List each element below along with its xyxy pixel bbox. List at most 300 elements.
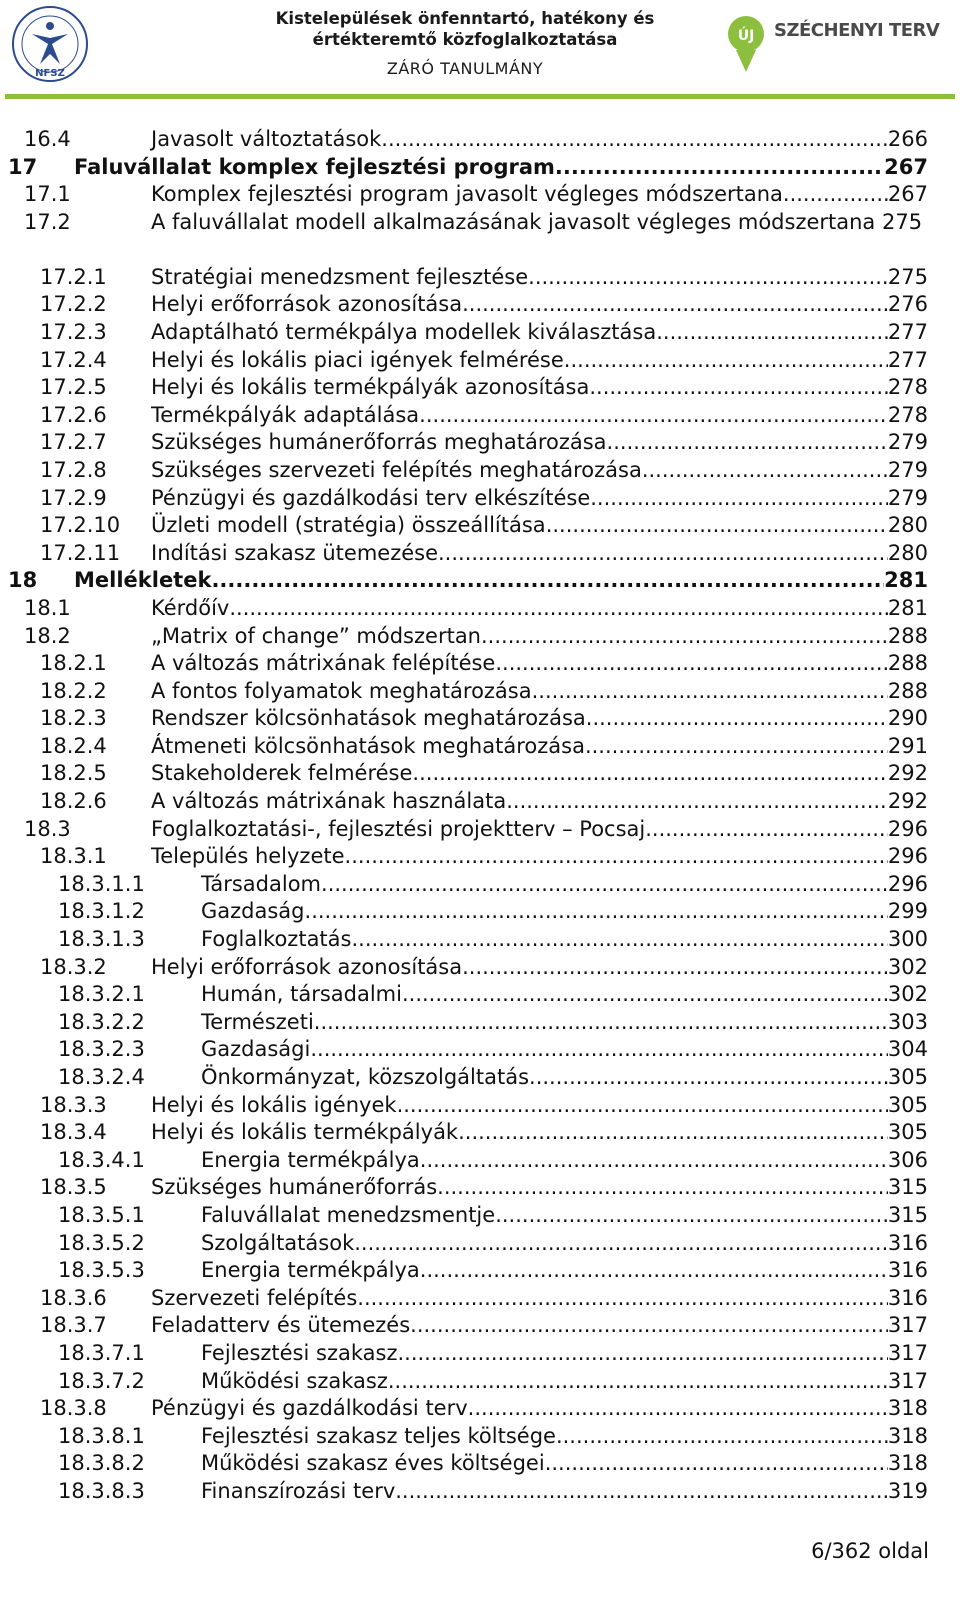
toc-dot-leader — [351, 926, 887, 954]
page-number: 6/362 oldal — [811, 1539, 929, 1563]
toc-dot-leader — [532, 678, 888, 706]
toc-dot-leader — [529, 1064, 888, 1092]
toc-dot-leader — [589, 374, 888, 402]
toc-entry-number: 17.2.8 — [40, 457, 107, 482]
toc-entry-number: 18.3.6 — [40, 1285, 107, 1310]
toc-entry-line — [201, 1450, 928, 1478]
toc-entry-line — [201, 1064, 928, 1092]
toc-entry[interactable] — [0, 1009, 960, 1037]
toc-dot-leader — [642, 457, 888, 485]
toc-entry-title: „Matrix of change” módszertan — [151, 623, 481, 648]
toc-entry-number: 18.3.1 — [40, 844, 107, 869]
toc-dot-leader — [357, 1285, 888, 1313]
toc-entry-number: 18.3.5 — [40, 1175, 107, 1200]
toc-entry-page: 296 — [887, 844, 928, 869]
toc-entry-number: 18 — [8, 568, 38, 593]
toc-entry-line — [151, 1285, 928, 1313]
toc-entry-page: 303 — [887, 1009, 928, 1034]
toc-entry-number: 17.2.4 — [40, 347, 107, 372]
toc-entry-title: Kérdőív — [151, 595, 230, 620]
toc-dot-leader — [419, 402, 888, 430]
toc-entry-title: Szolgáltatások — [201, 1230, 355, 1255]
toc-entry[interactable] — [0, 954, 960, 982]
toc-entry-title: Működési szakasz éves költségei — [201, 1451, 545, 1476]
toc-dot-leader — [310, 1036, 888, 1064]
toc-dot-leader — [607, 429, 888, 457]
toc-entry-line — [151, 457, 928, 485]
toc-entry-line — [151, 733, 928, 761]
toc-entry-line — [151, 1092, 928, 1120]
szechenyi-terv-label: SZÉCHENYI TERV — [774, 20, 940, 41]
toc-entry-page: 296 — [887, 871, 928, 896]
toc-entry-number: 16.4 — [24, 127, 71, 151]
toc-entry-page: 267 — [887, 182, 928, 207]
toc-entry[interactable] — [0, 705, 960, 733]
toc-entry-page: 300 — [887, 927, 928, 952]
toc-entry-page: 278 — [887, 402, 928, 427]
toc-entry-number: 18.2.5 — [40, 761, 107, 786]
toc-entry[interactable] — [0, 1202, 960, 1230]
toc-entry-page: 305 — [887, 1092, 928, 1117]
toc-entry[interactable] — [0, 898, 960, 926]
toc-entry-page: 276 — [887, 292, 928, 317]
toc-entry-number: 18.2.1 — [40, 651, 107, 676]
toc-dot-leader — [468, 1395, 888, 1423]
toc-entry-number: 17.2.5 — [40, 375, 107, 400]
toc-dot-leader — [211, 567, 884, 595]
toc-entry-title: Energia termékpálya — [201, 1258, 420, 1283]
toc-entry-title: Faluvállalat menedzsmentje — [201, 1202, 496, 1227]
toc-entry[interactable] — [0, 1257, 960, 1285]
toc-entry-title: A fontos folyamatok meghatározása — [151, 678, 532, 703]
toc-entry-page: 296 — [887, 816, 928, 841]
toc-entry[interactable] — [0, 1036, 960, 1064]
toc-entry-title: Helyi és lokális piaci igények felmérése — [151, 347, 564, 372]
toc-dot-leader — [458, 1119, 888, 1147]
toc-entry-page: 281 — [887, 595, 928, 620]
toc-entry-number: 18.3.4.1 — [58, 1147, 145, 1172]
toc-entry[interactable] — [0, 1478, 960, 1506]
toc-entry-line — [151, 788, 928, 816]
toc-dot-leader — [397, 1340, 887, 1368]
toc-entry-page: 278 — [887, 375, 928, 400]
toc-entry-number: 18.2.2 — [40, 678, 107, 703]
toc-entry-title: Szükséges humánerőforrás — [151, 1175, 438, 1200]
toc-dot-leader — [410, 1312, 888, 1340]
toc-entry-page: 281 — [884, 568, 928, 593]
toc-entry-line — [151, 1174, 928, 1202]
toc-entry-number: 17.2.10 — [40, 513, 121, 538]
toc-entry[interactable] — [0, 1174, 960, 1202]
toc-entry[interactable] — [0, 1395, 960, 1423]
toc-entry-title: Pénzügyi és gazdálkodási terv — [151, 1396, 468, 1421]
toc-entry-number: 18.2.3 — [40, 706, 107, 731]
toc-entry-number: 17.2.2 — [40, 292, 107, 317]
toc-entry[interactable] — [0, 1340, 960, 1368]
toc-entry[interactable] — [0, 319, 960, 347]
toc-entry[interactable] — [0, 1092, 960, 1120]
toc-entry[interactable] — [0, 871, 960, 899]
toc-entry-page: 304 — [887, 1037, 928, 1062]
toc-entry-title: Helyi és lokális termékpályák azonosítása — [151, 375, 590, 400]
toc-entry[interactable] — [0, 264, 960, 292]
toc-entry[interactable] — [0, 1423, 960, 1451]
toc-entry-line — [151, 126, 928, 154]
toc-entry-title: Mellékletek — [74, 568, 212, 593]
toc-dot-leader — [395, 1478, 888, 1506]
toc-entry[interactable] — [0, 457, 960, 485]
toc-entry-number: 18.3.1.3 — [58, 927, 145, 952]
toc-entry-number: 18.3.7.2 — [58, 1368, 145, 1393]
toc-entry-page: 267 — [884, 154, 928, 179]
nfsz-logo-icon — [10, 4, 90, 84]
toc-entry-title: Javasolt változtatások — [151, 127, 382, 151]
toc-entry-number: 18.1 — [24, 595, 71, 620]
toc-entry-title: Stakeholderek felmérése — [151, 761, 413, 786]
toc-entry-line — [151, 760, 928, 788]
uj-badge-label: ÚJ — [737, 28, 755, 44]
toc-entry-number: 17.2.3 — [40, 319, 107, 344]
toc-entry-title: A változás mátrixának használata — [151, 789, 507, 814]
toc-entry[interactable] — [0, 374, 960, 402]
toc-entry-title: Gazdasági — [201, 1037, 311, 1062]
toc-dot-leader — [420, 1147, 888, 1175]
toc-dot-leader — [556, 1423, 888, 1451]
toc-entry-line — [151, 264, 928, 292]
toc-entry[interactable] — [0, 1368, 960, 1396]
toc-entry-number: 18.3.5.1 — [58, 1202, 145, 1227]
toc-entry-title: Komplex fejlesztési program javasolt végleges módszertana — [151, 182, 783, 207]
header-divider — [5, 94, 955, 99]
toc-dot-leader — [506, 788, 888, 816]
toc-entry-page: 302 — [887, 982, 928, 1007]
toc-entry-title: Pénzügyi és gazdálkodási terv elkészítése — [151, 485, 591, 510]
toc-entry-title: Indítási szakasz ütemezése — [151, 540, 438, 565]
toc-entry[interactable] — [0, 291, 960, 319]
toc-entry[interactable] — [0, 1119, 960, 1147]
toc-entry-line — [151, 1119, 928, 1147]
toc-entry[interactable] — [0, 1064, 960, 1092]
toc-entry[interactable] — [0, 347, 960, 375]
toc-entry-number: 17.2.11 — [40, 540, 121, 565]
toc-entry-page: 306 — [887, 1147, 928, 1172]
toc-entry-line — [201, 871, 928, 899]
toc-entry-line — [151, 209, 928, 237]
toc-entry-page: 266 — [887, 127, 928, 151]
toc-entry-number: 18.3.8.1 — [58, 1423, 145, 1448]
toc-entry-line — [201, 1257, 928, 1285]
toc-entry[interactable] — [0, 926, 960, 954]
toc-dot-leader — [420, 1257, 888, 1285]
toc-entry[interactable] — [0, 429, 960, 457]
toc-entry-line — [151, 954, 928, 982]
toc-entry-line — [151, 319, 928, 347]
toc-entry-title: Adaptálható termékpálya modellek kiválasztása — [151, 319, 657, 344]
toc-entry-page: 305 — [887, 1120, 928, 1145]
toc-entry-title: Helyi erőforrások azonosítása — [151, 292, 463, 317]
toc-entry-title: Faluvállalat komplex fejlesztési program — [74, 154, 555, 179]
toc-entry-title: Feladatterv és ütemezés — [151, 1313, 411, 1338]
toc-entry-line — [151, 843, 928, 871]
toc-entry-title: Önkormányzat, közszolgáltatás — [201, 1065, 530, 1089]
toc-entry-title: Helyi és lokális termékpályák — [151, 1120, 459, 1145]
toc-entry-page: 292 — [887, 789, 928, 814]
toc-entry-page: 317 — [887, 1340, 928, 1365]
toc-entry-number: 18.3.2 — [40, 954, 107, 979]
toc-entry-title: Termékpályák adaptálása — [151, 402, 420, 427]
toc-entry[interactable] — [0, 512, 960, 540]
toc-entry[interactable] — [0, 402, 960, 430]
toc-entry-page: 316 — [887, 1285, 928, 1310]
toc-entry-line — [151, 705, 928, 733]
toc-entry-number: 18.3.1.2 — [58, 899, 145, 924]
header-title-block — [230, 8, 700, 78]
toc-entry-page: 305 — [887, 1065, 928, 1089]
toc-entry-title: Település helyzete — [151, 844, 345, 869]
toc-entry-number: 18.3.5.3 — [58, 1258, 145, 1283]
toc-entry-line — [151, 678, 928, 706]
toc-entry-title: Helyi erőforrások azonosítása — [151, 954, 463, 979]
toc-entry-title: Társadalom — [201, 871, 322, 896]
toc-entry[interactable] — [0, 1230, 960, 1258]
toc-dot-leader — [555, 154, 884, 182]
toc-entry-number: 18.3.8 — [40, 1396, 107, 1421]
toc-entry-page: 288 — [887, 651, 928, 676]
toc-entry-page: 279 — [887, 457, 928, 482]
toc-entry-number: 17.2.6 — [40, 402, 107, 427]
page-header — [0, 0, 960, 104]
toc-entry-title: Helyi és lokális igények — [151, 1092, 397, 1117]
toc-entry-title: Szükséges szervezeti felépítés meghatározása — [151, 457, 642, 482]
toc-entry-line — [201, 1036, 928, 1064]
toc-dot-leader — [354, 1230, 888, 1258]
table-of-contents — [0, 126, 960, 1506]
toc-dot-leader — [586, 705, 888, 733]
toc-entry-line — [201, 1340, 928, 1368]
toc-entry-number: 18.3.1.1 — [58, 871, 145, 896]
toc-entry-number: 18.3 — [24, 816, 71, 841]
toc-entry-number: 18.3.7 — [40, 1313, 107, 1338]
toc-dot-leader — [402, 981, 888, 1009]
toc-entry-line — [151, 1395, 928, 1423]
toc-entry[interactable] — [0, 154, 960, 182]
toc-entry-title: Humán, társadalmi — [201, 982, 402, 1007]
toc-entry[interactable] — [0, 816, 960, 844]
toc-entry-title: A változás mátrixának felépítése — [151, 651, 496, 676]
toc-entry-line — [151, 1312, 928, 1340]
toc-entry[interactable] — [0, 126, 960, 154]
toc-entry-number: 17.2 — [24, 209, 71, 234]
toc-entry-number: 17.2.9 — [40, 485, 107, 510]
toc-entry[interactable] — [0, 1285, 960, 1313]
toc-entry-line — [151, 540, 928, 568]
toc-entry-page: 277 — [887, 347, 928, 372]
toc-dot-leader — [437, 1174, 888, 1202]
toc-entry-page: 277 — [887, 319, 928, 344]
toc-entry-title: Energia termékpálya — [201, 1147, 420, 1172]
toc-dot-leader — [345, 843, 888, 871]
uj-badge-icon — [726, 10, 770, 80]
toc-entry-page: 302 — [887, 954, 928, 979]
toc-entry-title: Rendszer kölcsönhatások meghatározása — [151, 706, 586, 731]
toc-entry[interactable] — [0, 760, 960, 788]
toc-dot-leader — [645, 816, 888, 844]
toc-entry-number: 18.2.4 — [40, 733, 107, 758]
toc-entry-page: 288 — [887, 623, 928, 648]
toc-entry-title: Átmeneti kölcsönhatások meghatározása — [151, 733, 585, 758]
toc-entry[interactable] — [0, 650, 960, 678]
toc-dot-leader — [321, 871, 888, 899]
toc-dot-leader — [546, 512, 888, 540]
toc-entry-line — [151, 485, 928, 513]
toc-entry[interactable] — [0, 1147, 960, 1175]
toc-dot-leader — [590, 485, 888, 513]
toc-entry-number: 17 — [8, 154, 38, 179]
toc-entry-number: 18.3.8.2 — [58, 1451, 145, 1476]
toc-entry-line — [201, 1147, 928, 1175]
toc-entry-title: Fejlesztési szakasz — [201, 1340, 398, 1365]
toc-dot-leader — [397, 1092, 888, 1120]
toc-entry-number: 17.2.1 — [40, 264, 107, 289]
toc-entry-page: 317 — [887, 1368, 928, 1393]
toc-entry-page: 319 — [887, 1478, 928, 1503]
toc-entry[interactable] — [0, 733, 960, 761]
toc-entry-title: Működési szakasz — [201, 1368, 388, 1393]
toc-entry-line — [201, 1368, 928, 1396]
toc-entry-page: 318 — [887, 1423, 928, 1448]
toc-entry[interactable] — [0, 1450, 960, 1478]
toc-entry-page: 315 — [887, 1175, 928, 1200]
toc-entry-line — [151, 181, 928, 209]
toc-entry[interactable] — [0, 623, 960, 651]
toc-entry-page: 279 — [887, 430, 928, 455]
toc-entry-line — [74, 154, 928, 182]
toc-dot-leader — [528, 264, 888, 292]
toc-entry[interactable] — [0, 981, 960, 1009]
szechenyi-terv-logo — [726, 10, 940, 80]
toc-entry-line — [151, 816, 928, 844]
toc-entry-line — [201, 981, 928, 1009]
toc-entry-number: 18.3.3 — [40, 1092, 107, 1117]
toc-dot-leader — [495, 1202, 888, 1230]
toc-entry-page: 316 — [887, 1258, 928, 1283]
toc-entry-line — [151, 650, 928, 678]
toc-entry-page: 280 — [887, 513, 928, 538]
toc-entry-page: 318 — [887, 1451, 928, 1476]
toc-entry-page: 280 — [887, 540, 928, 565]
toc-entry[interactable] — [0, 678, 960, 706]
toc-dot-leader — [564, 347, 888, 375]
toc-entry-title: Szervezeti felépítés — [151, 1285, 358, 1310]
toc-entry-title: Stratégiai menedzsment fejlesztése — [151, 264, 529, 289]
toc-dot-leader — [388, 1368, 888, 1396]
toc-entry-number: 18.3.5.2 — [58, 1230, 145, 1255]
toc-entry-page: 318 — [887, 1396, 928, 1421]
toc-dot-leader — [462, 954, 888, 982]
toc-entry-number: 18.3.2.2 — [58, 1009, 145, 1034]
toc-entry[interactable] — [0, 843, 960, 871]
toc-entry-title: Természeti — [201, 1009, 314, 1034]
toc-entry-title: Üzleti modell (stratégia) összeállítása — [151, 513, 546, 538]
toc-dot-leader — [545, 1450, 888, 1478]
toc-entry-page: 317 — [887, 1313, 928, 1338]
toc-entry-title: Foglalkoztatás — [201, 927, 352, 952]
toc-dot-leader — [314, 1009, 888, 1037]
toc-entry-number: 18.3.7.1 — [58, 1340, 145, 1365]
header-subtitle: ZÁRÓ TANULMÁNY — [386, 59, 544, 78]
toc-entry-line — [201, 898, 928, 926]
toc-entry-line — [151, 374, 928, 402]
toc-entry[interactable] — [0, 209, 960, 264]
toc-dot-leader — [305, 898, 888, 926]
toc-entry-title: Fejlesztési szakasz teljes költsége — [201, 1423, 556, 1448]
toc-entry[interactable] — [0, 1312, 960, 1340]
toc-dot-leader — [229, 595, 888, 623]
nfsz-logo-label: NFSZ — [35, 68, 65, 79]
toc-entry-page: 299 — [887, 899, 928, 924]
toc-entry-line — [201, 1478, 928, 1506]
toc-entry-title: Finanszírozási terv — [201, 1478, 396, 1503]
toc-entry-line — [151, 402, 928, 430]
toc-entry-line — [151, 595, 928, 623]
toc-dot-leader — [438, 540, 888, 568]
toc-entry-page: 316 — [887, 1230, 928, 1255]
toc-entry-line — [151, 512, 928, 540]
toc-dot-leader — [381, 126, 888, 154]
toc-entry-line — [201, 1230, 928, 1258]
toc-dot-leader — [481, 623, 888, 651]
toc-entry-line — [201, 1202, 928, 1230]
toc-entry-number: 18.3.2.3 — [58, 1037, 145, 1062]
toc-entry-line — [201, 1423, 928, 1451]
toc-entry[interactable] — [0, 567, 960, 595]
toc-entry[interactable] — [0, 595, 960, 623]
toc-entry[interactable] — [0, 485, 960, 513]
toc-dot-leader — [412, 760, 887, 788]
toc-entry-number: 17.2.7 — [40, 430, 107, 455]
toc-entry-page: 315 — [887, 1202, 928, 1227]
toc-entry-page: 290 — [887, 706, 928, 731]
toc-dot-leader — [585, 733, 888, 761]
header-title-line2: értékteremtő közfoglalkoztatása — [312, 30, 618, 49]
toc-entry-page: 275 — [887, 264, 928, 289]
toc-entry-number: 18.3.4 — [40, 1120, 107, 1145]
toc-entry-line — [151, 429, 928, 457]
toc-entry-number: 18.3.8.3 — [58, 1478, 145, 1503]
toc-entry-page: 279 — [887, 485, 928, 510]
toc-entry[interactable] — [0, 788, 960, 816]
toc-entry-line — [151, 623, 928, 651]
toc-entry-title: Foglalkoztatási-, fejlesztési projektterv – Pocsaj — [151, 816, 646, 841]
header-title-line1: Kistelepülések önfenntartó, hatékony és — [275, 9, 655, 28]
toc-entry[interactable] — [0, 540, 960, 568]
toc-entry-page: 291 — [887, 733, 928, 758]
toc-dot-leader — [462, 291, 888, 319]
toc-entry-line — [201, 1009, 928, 1037]
toc-entry-line — [74, 567, 928, 595]
toc-dot-leader — [783, 181, 888, 209]
toc-entry-line — [151, 347, 928, 375]
toc-entry-number: 18.2.6 — [40, 789, 107, 814]
toc-entry-number: 17.1 — [24, 182, 71, 207]
toc-dot-leader — [495, 650, 888, 678]
toc-entry-page: 292 — [887, 761, 928, 786]
toc-entry[interactable] — [0, 181, 960, 209]
toc-entry-number: 18.3.2.4 — [58, 1065, 145, 1089]
toc-dot-leader — [656, 319, 888, 347]
toc-entry-line — [201, 926, 928, 954]
toc-entry-title: Szükséges humánerőforrás meghatározása — [151, 430, 607, 455]
